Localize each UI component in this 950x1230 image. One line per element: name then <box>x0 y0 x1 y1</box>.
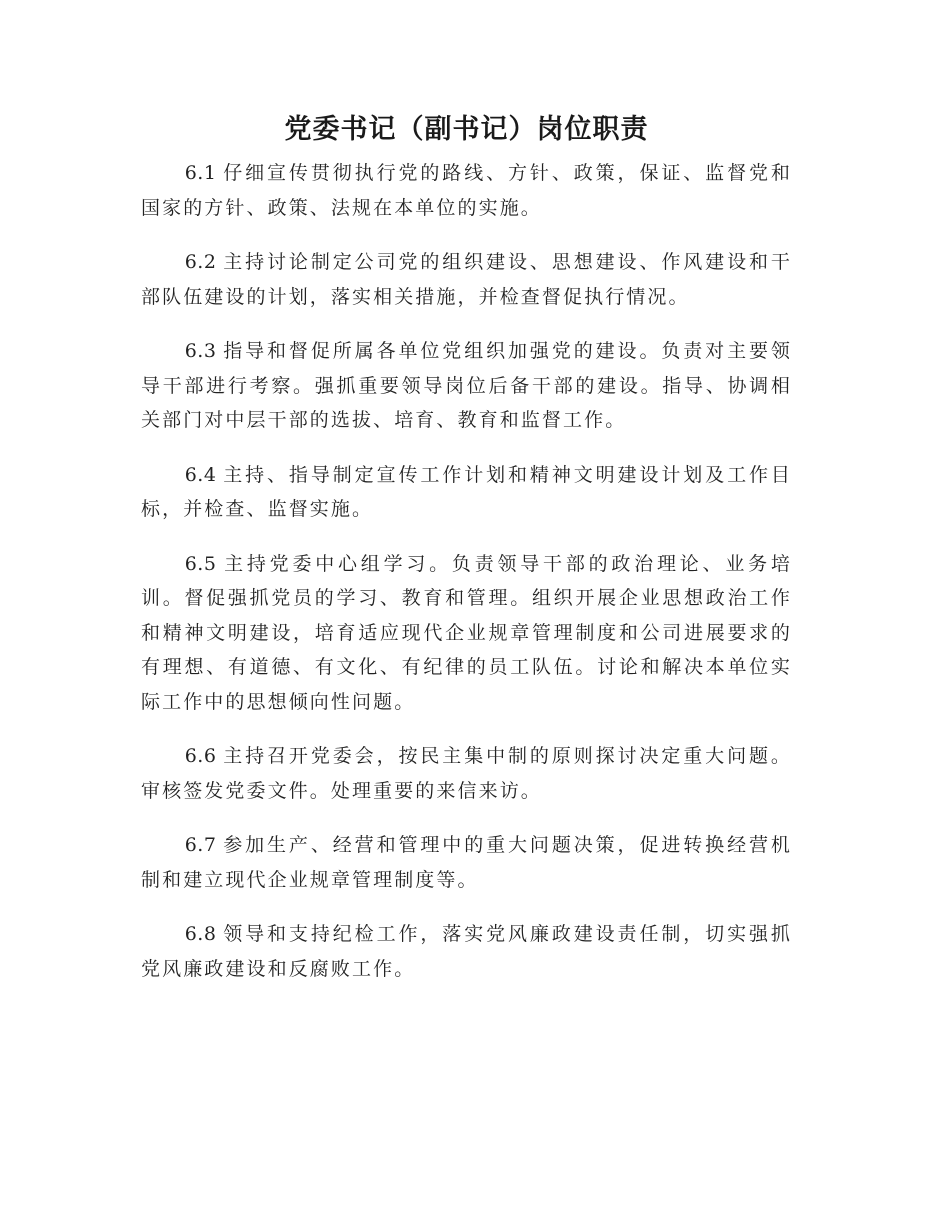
clause-6-1 <box>141 156 792 225</box>
clause-text: 主持党委中心组学习。负责领导干部的政治理论、业务培训。督促强抓党员的学习、教育和管理。组织开展企业思想政治工作和精神文明建设，培育适应现代企业规章管理制度和公司进展要求的有理想、有道德、有文化、有纪律的员工队伍。讨论和解决本单位实际工作中的思想倾向性问题。 <box>141 552 792 713</box>
clause-text: 仔细宣传贯彻执行党的路线、方针、政策，保证、监督党和国家的方针、政策、法规在本单位的实施。 <box>141 162 792 219</box>
clause-6-5 <box>141 547 792 720</box>
clause-text: 领导和支持纪检工作，落实党风廉政建设责任制，切实强抓党风廉政建设和反腐败工作。 <box>141 923 792 980</box>
clause-number: 6.2 <box>184 251 217 273</box>
clause-number: 6.4 <box>184 463 217 486</box>
clause-text: 主持召开党委会，按民主集中制的原则探讨决定重大问题。审核签发党委文件。处理重要的来信来访。 <box>141 745 792 802</box>
clause-number: 6.6 <box>184 745 217 767</box>
clause-6-8 <box>141 917 792 986</box>
clause-number: 6.7 <box>184 834 217 856</box>
clause-text: 参加生产、经营和管理中的重大问题决策，促进转换经营机制和建立现代企业规章管理制度等。 <box>141 834 792 891</box>
clause-6-7 <box>141 828 792 897</box>
clause-number: 6.8 <box>184 923 217 945</box>
clause-6-4 <box>141 458 792 527</box>
clause-text: 主持讨论制定公司党的组织建设、思想建设、作风建设和干部队伍建设的计划，落实相关措施，并检查督促执行情况。 <box>141 251 792 308</box>
clause-text: 指导和督促所属各单位党组织加强党的建设。负责对主要领导干部进行考察。强抓重要领导岗位后备干部的建设。指导、协调相关部门对中层干部的选拔、培育、教育和监督工作。 <box>141 340 792 431</box>
clause-number: 6.1 <box>184 162 217 184</box>
clause-number: 6.5 <box>184 552 217 575</box>
clause-number: 6.3 <box>184 340 217 362</box>
clause-6-2 <box>141 245 792 314</box>
clause-text: 主持、指导制定宣传工作计划和精神文明建设计划及工作目标，并检查、监督实施。 <box>141 463 792 520</box>
document-title: 党委书记（副书记）岗位职责 <box>284 114 649 145</box>
clause-6-6 <box>141 739 792 808</box>
clause-6-3 <box>141 334 792 438</box>
clause-list <box>141 156 792 986</box>
